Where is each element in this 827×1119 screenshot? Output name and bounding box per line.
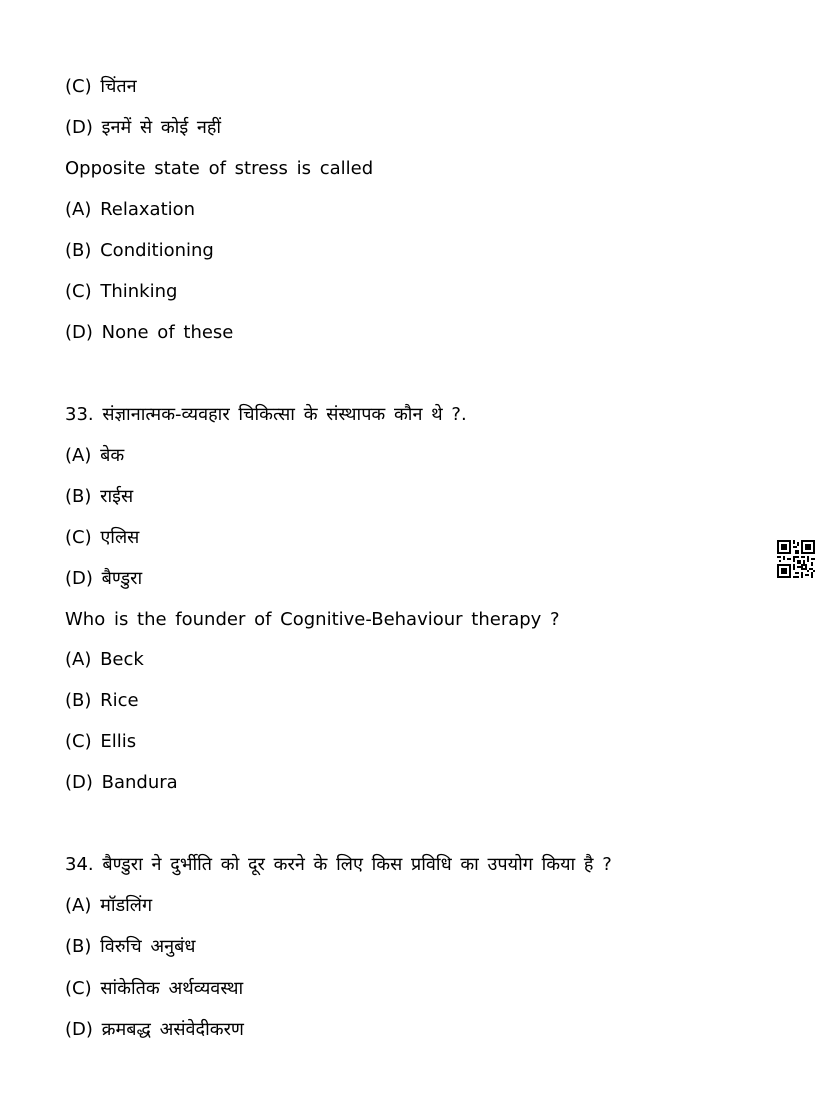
q33-english-option-a: (A) Beck xyxy=(65,649,144,670)
qr-code-icon xyxy=(777,540,815,578)
q34-hindi-option-a: (A) मॉडलिंग xyxy=(65,895,153,916)
q33-hindi-option-a: (A) बेक xyxy=(65,445,125,466)
q33-hindi-option-c: (C) एलिस xyxy=(65,527,140,548)
q33-english-option-d: (D) Bandura xyxy=(65,772,178,793)
q32-hindi-option-c: (C) चिंतन xyxy=(65,76,137,97)
q33-hindi-option-b: (B) राईस xyxy=(65,486,134,507)
q32-hindi-option-d: (D) इनमें से कोई नहीं xyxy=(65,117,222,138)
q34-hindi-option-d: (D) क्रमबद्ध असंवेदीकरण xyxy=(65,1019,244,1040)
q32-english-option-c: (C) Thinking xyxy=(65,281,178,302)
q32-english-option-d: (D) None of these xyxy=(65,322,234,343)
q32-english-question: Opposite state of stress is called xyxy=(65,158,374,179)
q33-hindi-option-d: (D) बैण्डुरा xyxy=(65,568,143,589)
q33-english-option-b: (B) Rice xyxy=(65,690,139,711)
q34-hindi-option-b: (B) विरुचि अनुबंध xyxy=(65,936,196,957)
q32-english-option-a: (A) Relaxation xyxy=(65,199,196,220)
q32-english-option-b: (B) Conditioning xyxy=(65,240,214,261)
q33-english-question: Who is the founder of Cognitive-Behaviour therapy ? xyxy=(65,609,560,630)
q33-hindi-question: 33. संज्ञानात्मक-व्यवहार चिकित्सा के संस्थापक कौन थे ?. xyxy=(65,404,467,425)
q33-english-option-c: (C) Ellis xyxy=(65,731,137,752)
q34-hindi-question: 34. बैण्डुरा ने दुर्भीति को दूर करने के लिए किस प्रविधि का उपयोग किया है ? xyxy=(65,854,612,875)
q34-hindi-option-c: (C) सांकेतिक अर्थव्यवस्था xyxy=(65,978,244,999)
